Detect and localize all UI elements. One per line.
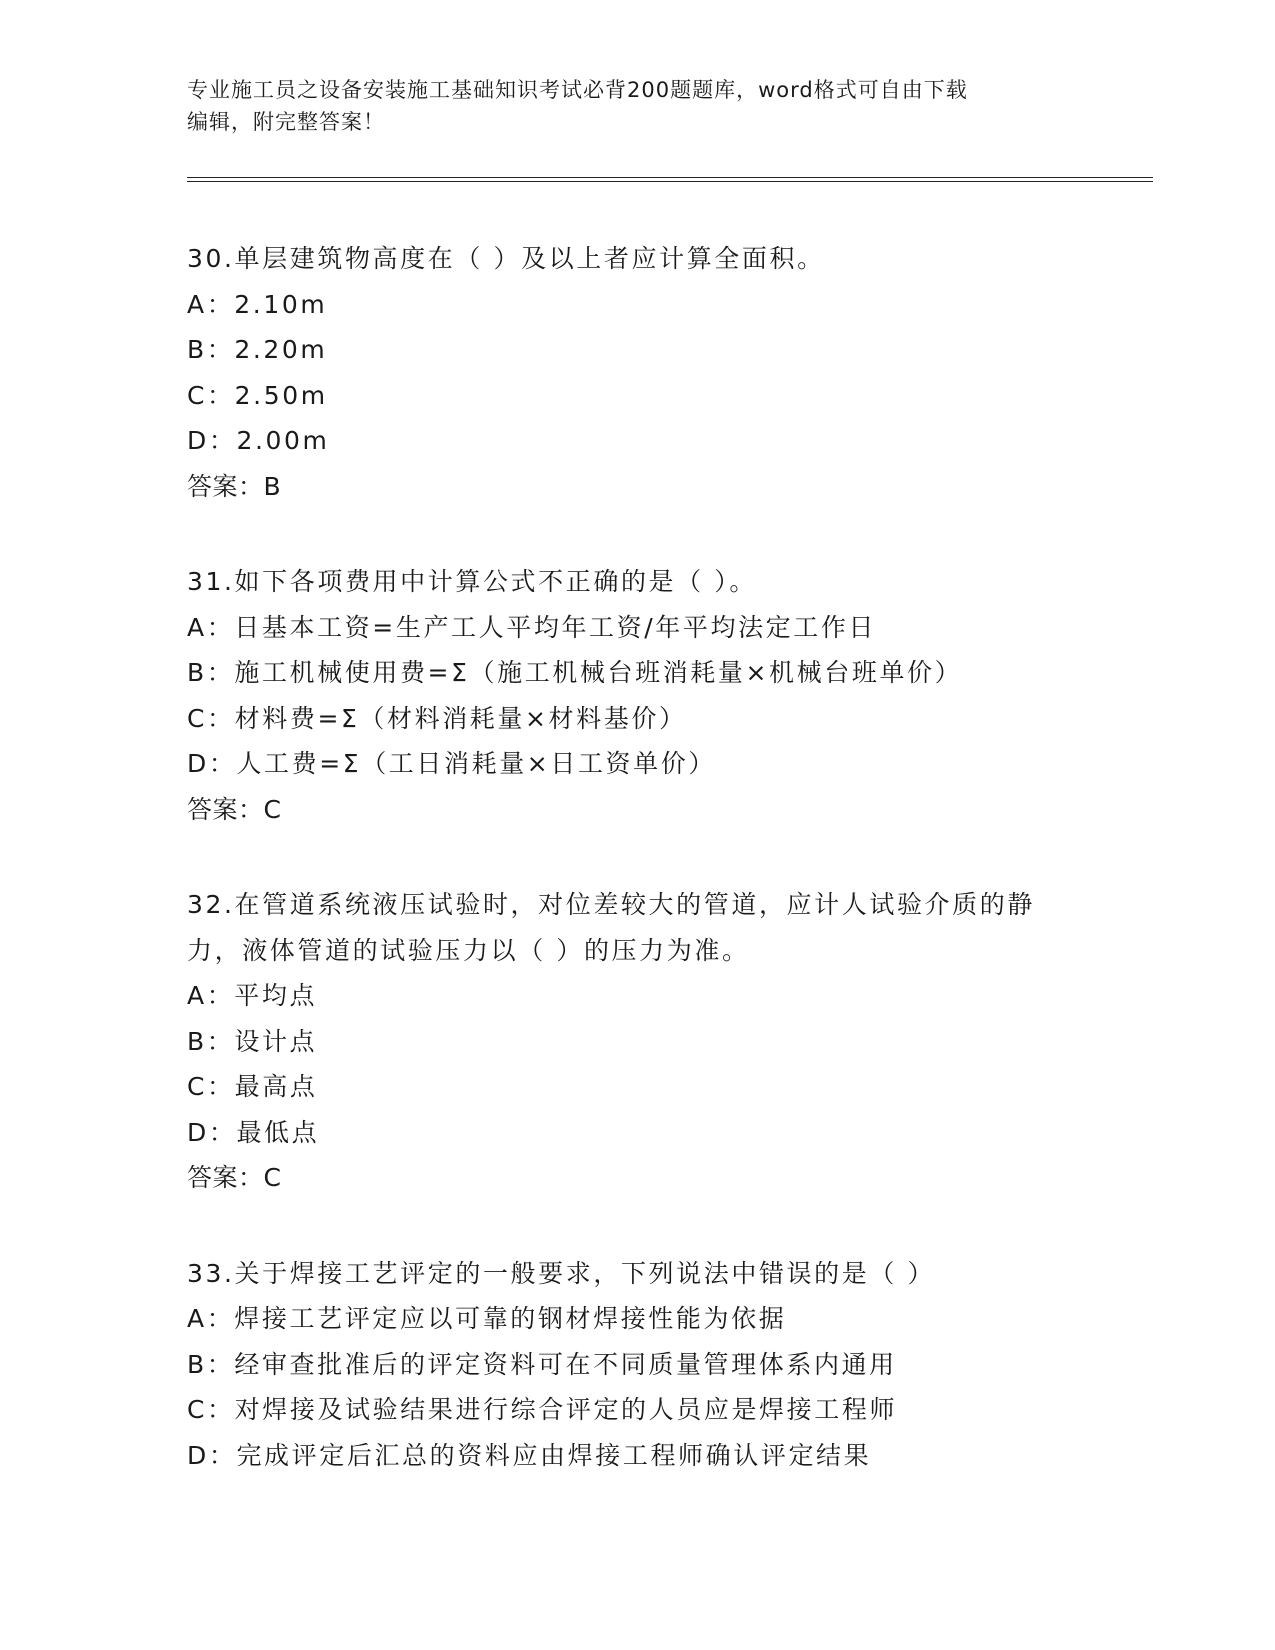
answer: 答案：B <box>187 471 282 501</box>
option-b: B：设计点 <box>187 1026 318 1056</box>
header-line-1: 专业施工员之设备安装施工基础知识考试必背200题题库，word格式可自由下载 <box>187 78 968 102</box>
header-divider-top <box>187 177 1153 178</box>
option-d: D：最低点 <box>187 1117 320 1147</box>
document-header <box>187 74 1087 138</box>
option-c: C：2.50m <box>187 380 328 410</box>
option-a: A：日基本工资=生产工人平均年工资/年平均法定工作日 <box>187 612 877 642</box>
header-divider-bottom <box>187 181 1153 182</box>
option-a: A：平均点 <box>187 981 318 1010</box>
question-list <box>187 236 1087 1528</box>
answer: 答案：C <box>187 794 282 824</box>
option-a: A：焊接工艺评定应以可靠的钢材焊接性能为依据 <box>187 1304 787 1333</box>
option-a: A：2.10m <box>187 289 328 319</box>
option-d: D：2.00m <box>187 426 330 455</box>
question-32 <box>187 882 1087 1201</box>
question-stem: 30.单层建筑物高度在（ ）及以上者应计算全面积。 <box>187 244 825 273</box>
question-30 <box>187 236 1087 509</box>
option-c: C：材料费=Σ（材料消耗量×材料基价） <box>187 703 687 733</box>
question-stem: 32.在管道系统液压试验时，对位差较大的管道，应计人试验介质的静力，液体管道的试验压力以（ ）的压力为准。 <box>187 890 1035 965</box>
option-b: B：施工机械使用费=Σ（施工机械台班消耗量×机械台班单价） <box>187 658 963 687</box>
question-stem: 33.关于焊接工艺评定的一般要求，下列说法中错误的是（ ） <box>187 1258 936 1288</box>
question-31 <box>187 559 1087 832</box>
question-33 <box>187 1251 1087 1479</box>
option-c: C：最高点 <box>187 1072 318 1101</box>
option-b: B：2.20m <box>187 335 328 364</box>
option-d: D：完成评定后汇总的资料应由焊接工程师确认评定结果 <box>187 1440 872 1470</box>
question-stem: 31.如下各项费用中计算公式不正确的是（ ）。 <box>187 567 758 596</box>
option-d: D：人工费=Σ（工日消耗量×日工资单价） <box>187 749 716 778</box>
option-c: C：对焊接及试验结果进行综合评定的人员应是焊接工程师 <box>187 1395 898 1424</box>
header-line-2: 编辑，附完整答案！ <box>187 110 385 134</box>
answer: 答案：C <box>187 1163 282 1192</box>
option-b: B：经审查批准后的评定资料可在不同质量管理体系内通用 <box>187 1349 897 1379</box>
